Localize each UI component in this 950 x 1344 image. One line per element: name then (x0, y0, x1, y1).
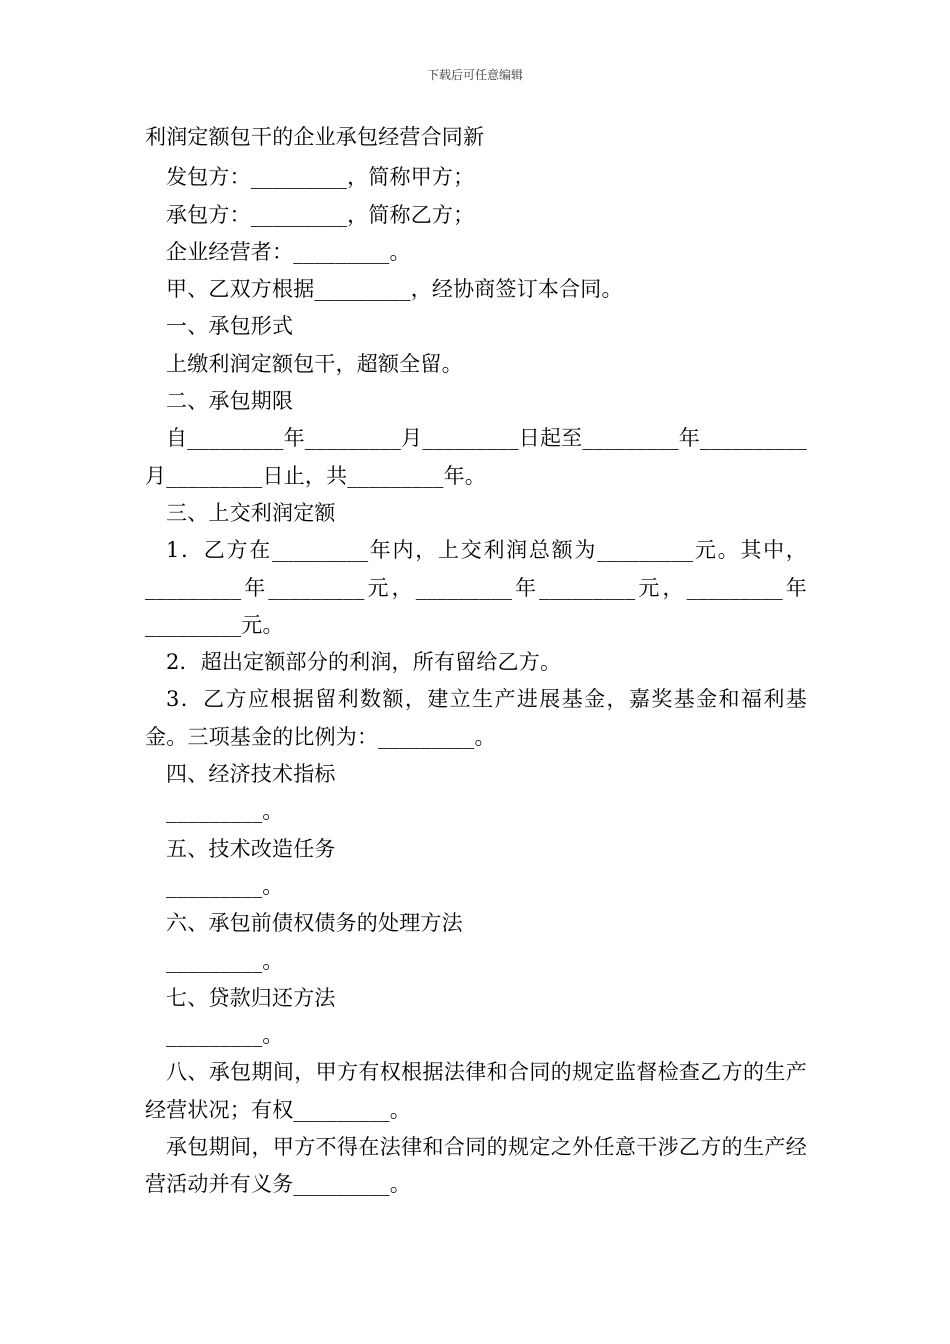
contract-paragraph: 承包方：_________，简称乙方； (166, 202, 475, 227)
page-header-note: 下载后可任意编辑 (426, 68, 523, 82)
contract-paragraph: _________。 (166, 1023, 284, 1048)
contract-lines (145, 159, 807, 1203)
contract-paragraph: 七、贷款归还方法 (166, 985, 336, 1010)
contract-paragraph: 六、承包前债权债务的处理方法 (166, 911, 463, 936)
contract-paragraph: 自_________年_________月_________日起至_________年__________月_________日止，共_________年。 (145, 426, 807, 488)
contract-paragraph: 八、承包期间，甲方有权根据法律和合同的规定监督检查乙方的生产经营状况；有权_________。 (145, 1060, 807, 1122)
contract-paragraph: 四、经济技术指标 (166, 762, 336, 787)
contract-paragraph: 三、上交利润定额 (166, 500, 336, 525)
contract-paragraph: 甲、乙双方根据_________，经协商签订本合同。 (166, 277, 623, 302)
contract-paragraph: _________。 (166, 873, 284, 898)
contract-paragraph: 发包方：_________，简称甲方； (166, 165, 475, 190)
contract-paragraph: 1．乙方在_________年内，上交利润总额为_________元。其中，_________年_________元，_________年_________元，_________年_________元。 (145, 538, 807, 637)
contract-paragraph: _________。 (166, 799, 284, 824)
contract-body (145, 122, 807, 1204)
contract-paragraph: 一、承包形式 (166, 314, 294, 339)
contract-paragraph: 上缴利润定额包干，超额全留。 (166, 351, 463, 376)
contract-paragraph: 承包期间，甲方不得在法律和合同的规定之外任意干涉乙方的生产经营活动并有义务_________。 (145, 1135, 807, 1197)
contract-paragraph: 二、承包期限 (166, 389, 294, 414)
document-title: 利润定额包干的企业承包经营合同新 (145, 125, 485, 149)
contract-paragraph: 3．乙方应根据留利数额，建立生产进展基金，嘉奖基金和福利基金。三项基金的比例为：_________。 (145, 687, 807, 749)
contract-paragraph: 2．超出定额部分的利润，所有留给乙方。 (166, 650, 562, 675)
contract-paragraph: 五、技术改造任务 (166, 836, 336, 861)
contract-paragraph: _________。 (166, 948, 284, 973)
contract-paragraph: 企业经营者：_________。 (166, 239, 411, 264)
